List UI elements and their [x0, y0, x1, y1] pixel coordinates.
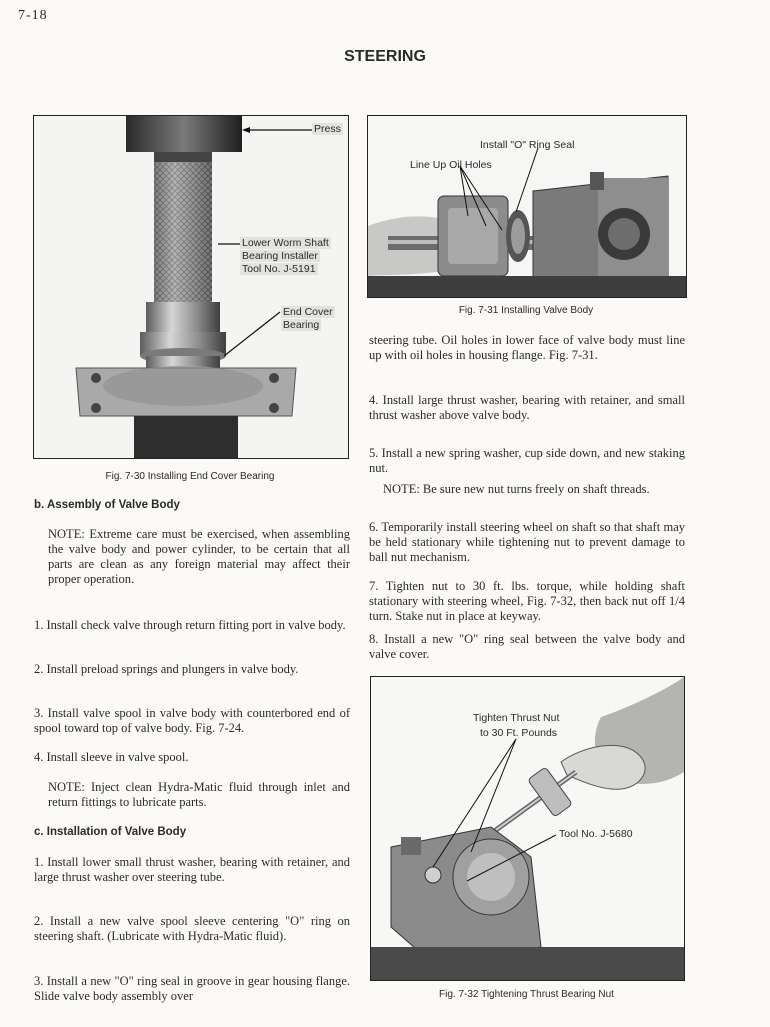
- label-installer-line3: Tool No. J-5191: [242, 263, 316, 275]
- figure-7-32-photo: [370, 676, 685, 981]
- step-b3: 3. Install valve spool in valve body with counterbored end of spool toward top of valve body. Fig. 7-24.: [34, 706, 350, 735]
- label-oil-holes: Line Up Oil Holes: [410, 159, 492, 171]
- step-c1: 1. Install lower small thrust washer, bearing with retainer, and large thrust washer over steering tube.: [34, 855, 350, 884]
- figure-7-31-photo: [367, 115, 687, 298]
- note-nut-turns-freely: NOTE: Be sure new nut turns freely on shaft threads.: [383, 482, 650, 496]
- step-c6: 6. Temporarily install steering wheel on shaft so that shaft may be held stationary while tightening nut to prevent damage to ball nut mechanism.: [369, 520, 685, 564]
- figure-7-30-caption: Fig. 7-30 Installing End Cover Bearing: [105, 471, 275, 482]
- page-number: 7-18: [18, 8, 48, 23]
- label-installer-line2: Bearing Installer: [242, 250, 318, 262]
- step-c4: 4. Install large thrust washer, bearing with retainer, and small thrust washer above valve body.: [369, 393, 685, 422]
- step-c3: 3. Install a new "O" ring seal in groove in gear housing flange. Slide valve body assembly over: [34, 974, 350, 1003]
- label-press: Press: [314, 123, 341, 135]
- step-c2: 2. Install a new valve spool sleeve centering "O" ring on steering shaft. (Lubricate with Hydra-Matic fluid).: [34, 914, 350, 943]
- label-o-ring-seal: Install "O" Ring Seal: [480, 139, 575, 151]
- heading-assembly-of-valve-body: b. Assembly of Valve Body: [34, 499, 180, 511]
- label-tool: Tool No. J-5680: [559, 828, 633, 840]
- section-title: STEERING: [344, 48, 426, 65]
- label-tighten-line1: Tighten Thrust Nut: [473, 712, 560, 724]
- step-b2: 2. Install preload springs and plungers in valve body.: [34, 662, 299, 676]
- heading-installation-of-valve-body: c. Installation of Valve Body: [34, 826, 187, 838]
- label-installer-line1: Lower Worm Shaft: [242, 237, 329, 249]
- step-c3-continued: steering tube. Oil holes in lower face of valve body must line up with oil holes in housing flange. Fig. 7-31.: [369, 333, 685, 362]
- note-extreme-care: NOTE: Extreme care must be exercised, when assembling the valve body and power cylinder, to be certain that all parts are clean as any foreign material may affect their proper operation.: [48, 527, 350, 586]
- label-bearing-line2: Bearing: [283, 319, 320, 331]
- step-c5: 5. Install a new spring washer, cup side down, and new staking nut.: [369, 446, 685, 475]
- step-b4: 4. Install sleeve in valve spool.: [34, 750, 189, 764]
- figure-7-31-caption: Fig. 7-31 Installing Valve Body: [458, 305, 594, 316]
- label-tighten-line2: to 30 Ft. Pounds: [480, 727, 558, 739]
- step-b1: 1. Install check valve through return fitting port in valve body.: [34, 618, 346, 632]
- figure-7-32-caption: Fig. 7-32 Tightening Thrust Bearing Nut: [439, 989, 614, 1000]
- figure-7-30-photo: [33, 115, 349, 459]
- step-c7: 7. Tighten nut to 30 ft. lbs. torque, while holding shaft stationary with steering wheel, Fig. 7-32, then back nut off 1/4 turn. Stake nut in place at keyway.: [369, 579, 685, 623]
- step-c8: 8. Install a new "O" ring seal between the valve body and valve cover.: [369, 632, 685, 661]
- bearing-installer-illustration: [34, 116, 348, 458]
- label-bearing-line1: End Cover: [283, 306, 333, 318]
- note-inject-fluid: NOTE: Inject clean Hydra-Matic fluid through inlet and return fittings to lubricate parts.: [48, 780, 350, 809]
